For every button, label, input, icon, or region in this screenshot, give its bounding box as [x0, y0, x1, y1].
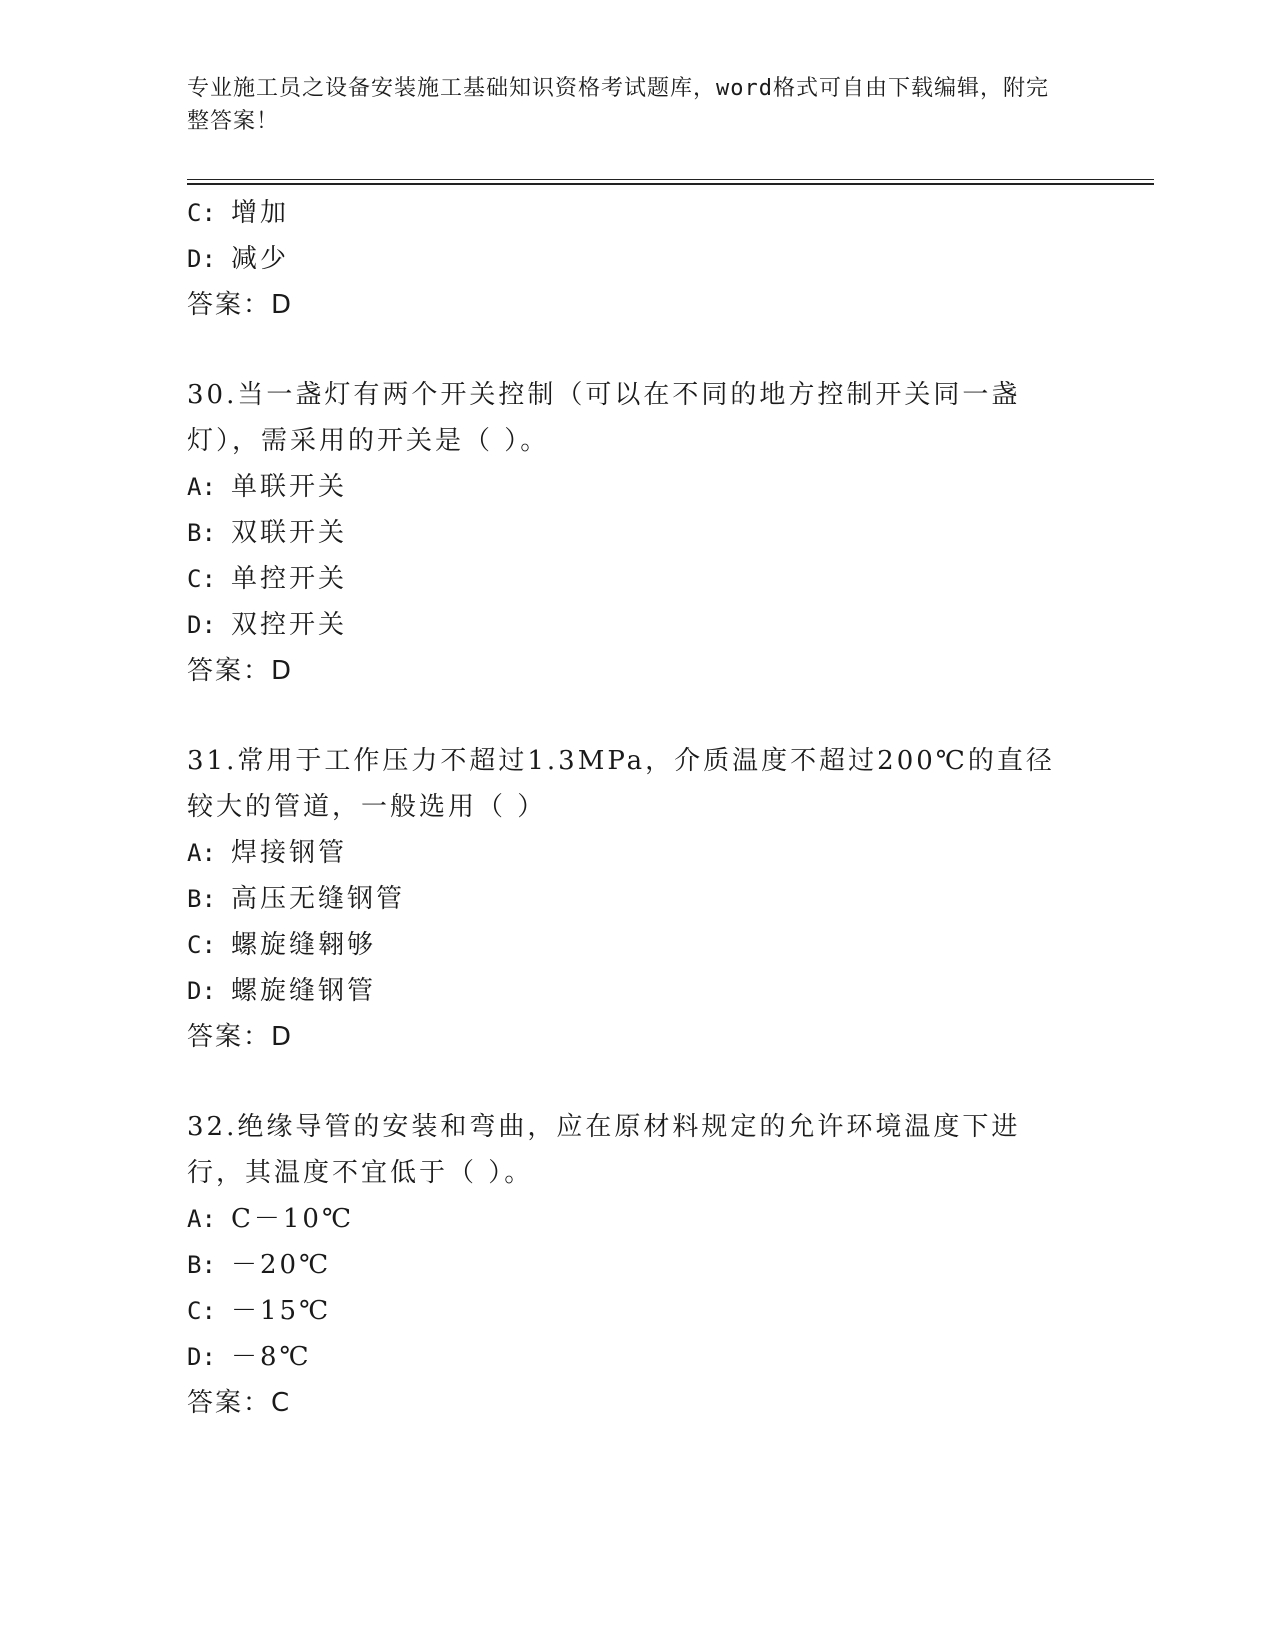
option-c — [187, 922, 1067, 968]
option-text: 双控开关 — [231, 610, 348, 640]
answer: 答案：D — [187, 656, 294, 686]
option-letter: B: — [187, 519, 216, 547]
option-a — [187, 830, 1067, 876]
option-text: C－10℃ — [231, 1204, 355, 1234]
option-a — [187, 1196, 1067, 1242]
option-text: 高压无缝钢管 — [231, 884, 406, 914]
option-text: 单联开关 — [231, 472, 348, 502]
option-a — [187, 464, 1067, 510]
option-text: 单控开关 — [231, 564, 348, 594]
option-text: －20℃ — [231, 1250, 332, 1280]
header-divider-thin — [187, 179, 1154, 180]
partial-question — [187, 190, 1067, 328]
option-letter: D: — [187, 977, 216, 1005]
answer: 答案：D — [187, 1022, 294, 1052]
option-letter: D: — [187, 245, 216, 273]
option-d — [187, 1334, 1067, 1380]
option-text: 增加 — [231, 198, 290, 228]
option-b — [187, 876, 1067, 922]
question-32 — [187, 1104, 1067, 1426]
option-letter: A: — [187, 1205, 216, 1233]
option-letter: B: — [187, 885, 216, 913]
option-text: 螺旋缝翱够 — [231, 930, 377, 960]
option-d — [187, 236, 1067, 282]
option-b — [187, 1242, 1067, 1288]
document-header: 专业施工员之设备安装施工基础知识资格考试题库，word格式可自由下载编辑，附完整答案！ — [187, 76, 1049, 134]
option-d — [187, 968, 1067, 1014]
option-letter: C: — [187, 565, 216, 593]
option-d — [187, 602, 1067, 648]
option-letter: A: — [187, 839, 216, 867]
option-text: 焊接钢管 — [231, 838, 348, 868]
option-text: －15℃ — [231, 1296, 332, 1326]
option-text: 双联开关 — [231, 518, 348, 548]
option-letter: C: — [187, 199, 216, 227]
question-30 — [187, 372, 1067, 694]
option-letter: B: — [187, 1251, 216, 1279]
question-list — [187, 190, 1067, 1426]
answer: 答案：D — [187, 290, 294, 320]
question-stem: 32.绝缘导管的安装和弯曲，应在原材料规定的允许环境温度下进行，其温度不宜低于（ ）。 — [187, 1112, 1021, 1188]
option-letter: C: — [187, 1297, 216, 1325]
option-letter: D: — [187, 1343, 216, 1371]
answer: 答案：C — [187, 1388, 292, 1418]
option-b — [187, 510, 1067, 556]
option-c — [187, 1288, 1067, 1334]
option-text: －8℃ — [231, 1342, 312, 1372]
option-letter: A: — [187, 473, 216, 501]
option-text: 减少 — [231, 244, 290, 274]
question-31 — [187, 738, 1067, 1060]
header-divider-thick — [187, 183, 1154, 185]
option-c — [187, 556, 1067, 602]
option-text: 螺旋缝钢管 — [231, 976, 377, 1006]
option-c — [187, 190, 1067, 236]
option-letter: D: — [187, 611, 216, 639]
option-letter: C: — [187, 931, 216, 959]
question-stem: 30.当一盏灯有两个开关控制（可以在不同的地方控制开关同一盏灯），需采用的开关是（ ）。 — [187, 380, 1021, 456]
question-stem: 31.常用于工作压力不超过1.3MPa，介质温度不超过200℃的直径较大的管道，一般选用（ ） — [187, 746, 1055, 822]
